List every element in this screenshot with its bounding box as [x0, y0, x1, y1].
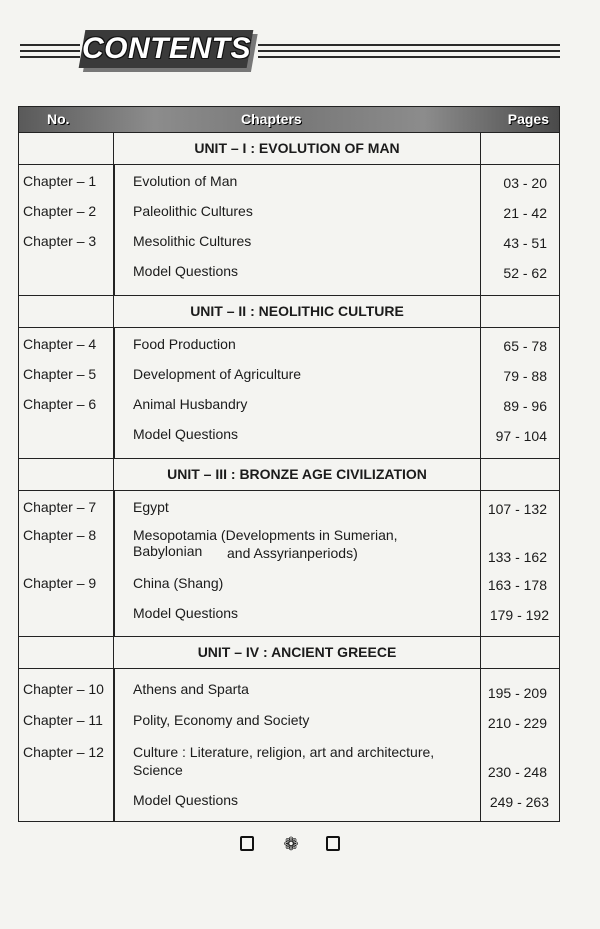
table-header: [19, 107, 559, 133]
chapter-number: Chapter – 5: [23, 366, 97, 382]
chapter-number: Chapter – 4: [23, 336, 97, 352]
chapter-number: Chapter – 10: [23, 681, 104, 697]
chapter-number: Chapter – 11: [23, 712, 103, 728]
chapter-pages: 249 - 263: [489, 794, 549, 810]
chapter-pages: 52 - 62: [503, 265, 547, 281]
square-ornament-icon: [240, 836, 254, 851]
header-pages: Pages: [507, 111, 549, 127]
chapter-title: Mesopotamia (Developments in Sumerian, Babylonian: [133, 527, 398, 559]
unit-3-row: [19, 459, 559, 491]
unit-2-title: UNIT – II : NEOLITHIC CULTURE: [113, 296, 481, 327]
chapter-title: Model Questions: [133, 792, 239, 808]
chapter-title: Model Questions: [133, 605, 239, 621]
chapter-title: Egypt: [133, 499, 169, 515]
chapter-pages: 79 - 88: [503, 368, 547, 384]
chapter-title: Model Questions: [133, 426, 239, 442]
chapter-pages: 107 - 132: [487, 501, 547, 517]
chapter-pages: 21 - 42: [503, 205, 547, 221]
chapter-pages: 133 - 162: [487, 549, 547, 565]
chapter-title: Evolution of Man: [133, 173, 238, 189]
chapter-number: Chapter – 6: [23, 396, 97, 412]
chapter-title: Athens and Sparta: [133, 681, 249, 697]
page-title: CONTENTS: [82, 32, 251, 65]
chapter-pages: 179 - 192: [489, 607, 549, 623]
contents-banner: [20, 30, 560, 74]
chapter-number: Chapter – 3: [23, 233, 97, 249]
chapter-title: Mesolithic Cultures: [133, 233, 252, 249]
chapter-number: Chapter – 2: [23, 203, 97, 219]
chapter-pages: 97 - 104: [495, 428, 547, 444]
chapter-title: Paleolithic Cultures: [133, 203, 253, 219]
chapter-number: Chapter – 9: [23, 575, 97, 591]
unit-1-row: [19, 133, 559, 165]
chapter-title: Culture : Literature, religion, art and architecture,: [133, 744, 435, 760]
unit-4-chapters: [19, 669, 559, 821]
chapter-number: Chapter – 8: [23, 527, 97, 543]
chapter-title: Polity, Economy and Society: [133, 712, 310, 728]
chapter-title: Food Production: [133, 336, 236, 352]
unit-2-chapters: [19, 328, 559, 459]
chapter-title: China (Shang): [133, 575, 224, 591]
chapter-title-cont: Science: [133, 762, 183, 778]
chapter-pages: 65 - 78: [503, 338, 547, 354]
chapter-title: Model Questions: [133, 263, 239, 279]
chapter-number: Chapter – 7: [23, 499, 97, 515]
chapter-pages: 89 - 96: [503, 398, 547, 414]
unit-3-title: UNIT – III : BRONZE AGE CIVILIZATION: [113, 459, 481, 490]
footer-ornament: [0, 834, 600, 856]
chapter-title: Animal Husbandry: [133, 396, 248, 412]
square-ornament-icon: [326, 836, 340, 851]
unit-4-row: [19, 637, 559, 669]
chapter-pages: 210 - 229: [487, 715, 547, 731]
chapter-pages: 03 - 20: [503, 175, 547, 191]
header-chapters: Chapters: [241, 111, 302, 127]
unit-3-chapters: [19, 491, 559, 637]
chapter-title-cont: and Assyrianperiods): [227, 545, 358, 561]
flower-ornament-icon: ❁: [283, 834, 299, 855]
chapter-number: Chapter – 1: [23, 173, 97, 189]
header-no: No.: [47, 111, 70, 127]
chapter-title: Development of Agriculture: [133, 366, 302, 382]
unit-1-chapters: [19, 165, 559, 296]
chapter-pages: 195 - 209: [487, 685, 547, 701]
chapter-number: Chapter – 12: [23, 744, 104, 760]
contents-table: [18, 106, 560, 822]
chapter-pages: 163 - 178: [487, 577, 547, 593]
unit-4-title: UNIT – IV : ANCIENT GREECE: [113, 637, 481, 668]
unit-1-title: UNIT – I : EVOLUTION OF MAN: [113, 133, 481, 164]
chapter-pages: 230 - 248: [487, 764, 547, 780]
chapter-pages: 43 - 51: [503, 235, 547, 251]
unit-2-row: [19, 296, 559, 328]
